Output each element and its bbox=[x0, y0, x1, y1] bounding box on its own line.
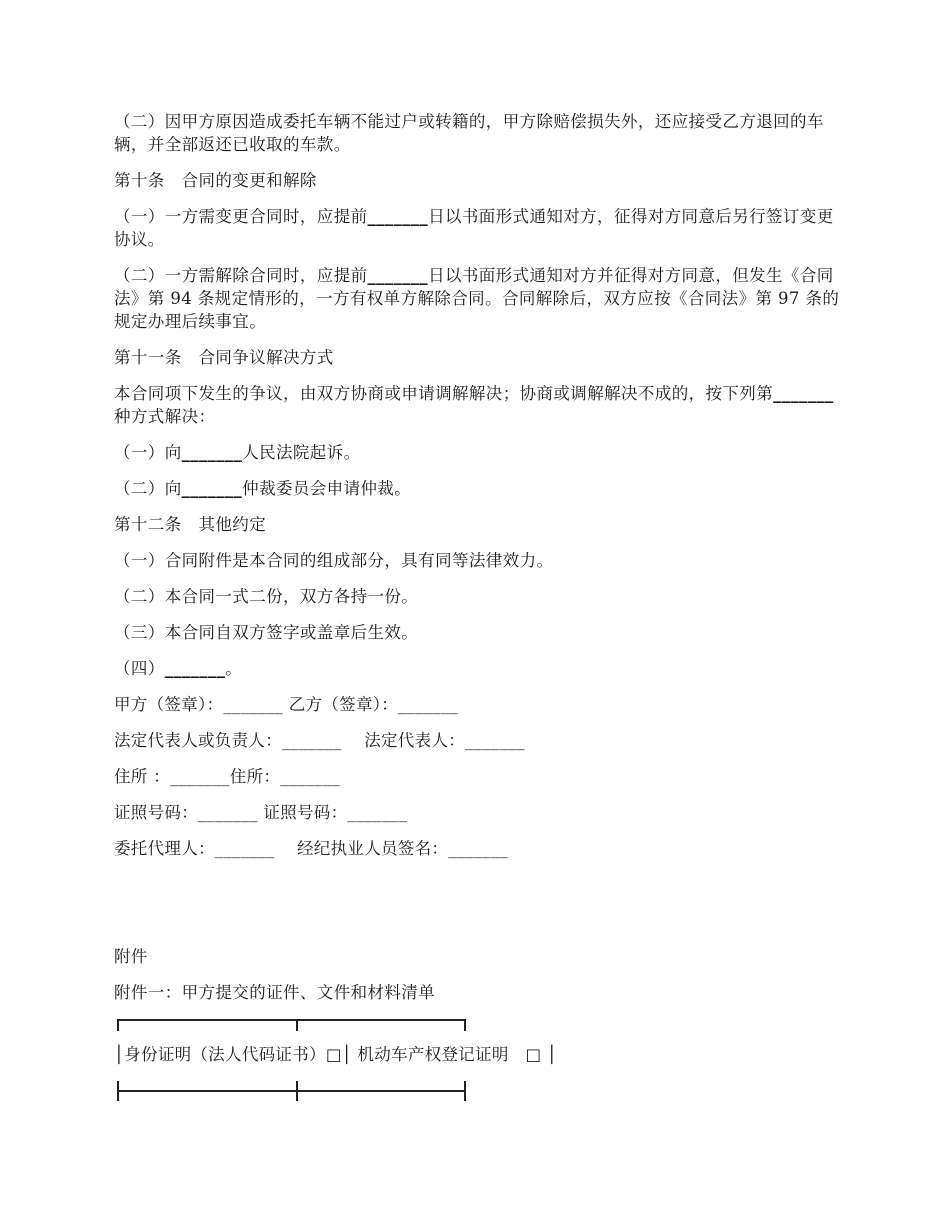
appendix-title: 附件一：甲方提交的证件、文件和材料清单 bbox=[114, 983, 436, 1002]
signature-license-line: 证照号码：_______ 证照号码：_______ bbox=[114, 803, 408, 822]
appendix-heading: 附件 bbox=[114, 947, 148, 966]
article-11-heading: 第十一条 合同争议解决方式 bbox=[114, 348, 334, 367]
table-top-tick-right bbox=[464, 1019, 466, 1031]
article-10-heading: 第十条 合同的变更和解除 bbox=[114, 171, 317, 190]
table-top-tick-left bbox=[117, 1019, 119, 1031]
signature-representative-line: 法定代表人或负责人：_______ 法定代表人：_______ bbox=[114, 731, 525, 750]
clause-12-1: （一）合同附件是本合同的组成部分，具有同等法律效力。 bbox=[114, 551, 554, 570]
clause-11-2: （二）向_______仲裁委员会申请仲裁。 bbox=[114, 479, 412, 498]
table-top-tick-mid bbox=[296, 1019, 298, 1031]
signature-party-line: 甲方（签章）：_______ 乙方（签章）：_______ bbox=[114, 695, 458, 714]
clause-11-intro: 本合同项下发生的争议，由双方协商或申请调解解决；协商或调解解决不成的，按下列第_______种方式解决： bbox=[114, 384, 834, 426]
clause-12-4: （四）_______。 bbox=[114, 659, 243, 678]
clause-10-2: （二）一方需解除合同时，应提前_______日以书面形式通知对方并征得对方同意，但发生《合同法》第 94 条规定情形的，一方有权单方解除合同。合同解除后，双方应按《合同法》第 97 条的规定办理后续事宜。 bbox=[114, 266, 840, 331]
clause-12-2: （二）本合同一式二份，双方各持一份。 bbox=[114, 587, 419, 606]
clause-12-3: （三）本合同自双方签字或盖章后生效。 bbox=[114, 623, 419, 642]
clause-11-1: （一）向_______人民法院起诉。 bbox=[114, 443, 361, 462]
table-bottom-rule bbox=[117, 1090, 466, 1092]
clause-9-2: （二）因甲方原因造成委托车辆不能过户或转籍的，甲方除赔偿损失外，还应接受乙方退回的车辆，并全部返还已收取的车款。 bbox=[114, 112, 824, 154]
table-bottom-tick-right bbox=[464, 1081, 466, 1101]
document-body bbox=[114, 110, 844, 1017]
signature-agent-line: 委托代理人：_______ 经纪执业人员签名：_______ bbox=[114, 839, 509, 858]
clause-10-1: （一）一方需变更合同时，应提前_______日以书面形式通知对方，征得对方同意后另行签订变更协议。 bbox=[114, 207, 834, 249]
signature-address-line: 住所 ：_______住所：_______ bbox=[114, 767, 341, 786]
table-bottom-tick-left bbox=[117, 1081, 119, 1101]
table-bottom-tick-mid bbox=[296, 1081, 298, 1101]
appendix-table-row: │身份证明（法人代码证书）□│ 机动车产权登记证明 □ │ bbox=[114, 1045, 558, 1064]
article-12-heading: 第十二条 其他约定 bbox=[114, 515, 267, 534]
table-top-rule bbox=[117, 1019, 466, 1021]
